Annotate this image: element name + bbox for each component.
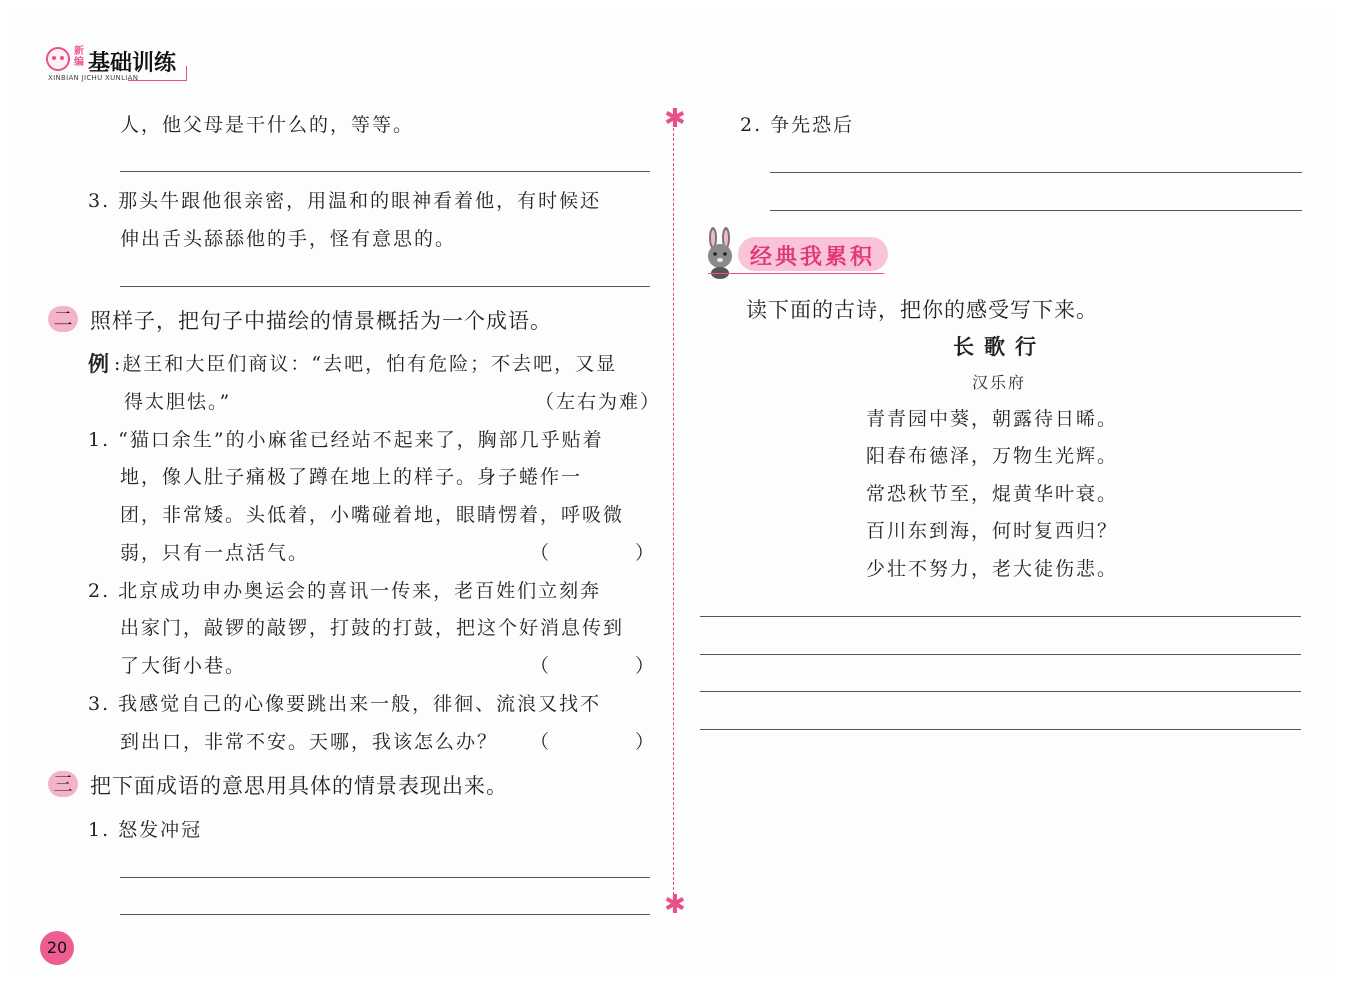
column-divider bbox=[673, 128, 674, 900]
poem-author: 汉乐府 bbox=[972, 373, 1027, 392]
page-background bbox=[14, 14, 1336, 974]
item1-answer-blank[interactable]: （ ） bbox=[530, 542, 657, 564]
item2-idiom: 2. 争先恐后 bbox=[740, 114, 855, 136]
example-line1: :赵王和大臣们商议：“去吧，怕有危险；不去吧，又显 bbox=[114, 353, 618, 375]
answer-line[interactable] bbox=[770, 172, 1302, 173]
example-answer: （左右为难） bbox=[535, 391, 662, 413]
section-3-instruction: 把下面成语的意思用具体的情景表现出来。 bbox=[90, 774, 508, 798]
star-icon: ✱ bbox=[664, 890, 686, 920]
item1-line2: 地，像人肚子痛极了蹲在地上的样子。身子蜷作一 bbox=[120, 466, 583, 488]
section-2-instruction: 照样子，把句子中描绘的情景概括为一个成语。 bbox=[90, 309, 552, 333]
answer-line[interactable] bbox=[120, 877, 650, 878]
item1-line4: 弱，只有一点活气。 bbox=[120, 542, 310, 564]
answer-line[interactable] bbox=[700, 691, 1301, 692]
poem-title: 长歌行 bbox=[953, 335, 1046, 359]
section-badge-2: 二 bbox=[48, 306, 78, 332]
poem-line: 阳春布德泽，万物生光辉。 bbox=[866, 445, 1119, 467]
rabbit-icon bbox=[700, 226, 740, 280]
poem-line: 百川东到海，何时复西归？ bbox=[866, 520, 1119, 542]
answer-line[interactable] bbox=[120, 914, 650, 915]
logo-title: 基础训练 bbox=[88, 51, 177, 76]
example-label: 例 bbox=[88, 352, 109, 376]
item2-line1: 2. 北京成功申办奥运会的喜讯一传来，老百姓们立刻奔 bbox=[88, 580, 602, 602]
answer-line[interactable] bbox=[700, 654, 1301, 655]
answer-line[interactable] bbox=[770, 210, 1302, 211]
item2-answer-blank[interactable]: （ ） bbox=[530, 655, 657, 677]
item3-line1: 3. 我感觉自己的心像要跳出来一般，徘徊、流浪又找不 bbox=[88, 693, 602, 715]
section-title: 经典我累积 bbox=[750, 245, 876, 270]
poem-line: 常恐秋节至，焜黄华叶衰。 bbox=[866, 483, 1119, 505]
logo-face-icon bbox=[46, 47, 70, 71]
logo-pinyin: XINBIAN JICHU XUNLIAN bbox=[48, 74, 139, 82]
item1-line3: 团，非常矮。头低着，小嘴碰着地，眼睛愣着，呼吸微 bbox=[120, 504, 625, 526]
logo-frame bbox=[128, 66, 187, 81]
logo-xinbian: 新编 bbox=[74, 46, 84, 68]
answer-line[interactable] bbox=[120, 171, 650, 172]
item2-line3: 了大街小巷。 bbox=[120, 655, 247, 677]
item3-line2: 到出口，非常不安。天哪，我该怎么办？ bbox=[120, 731, 499, 753]
q3-line1: 3. 那头牛跟他很亲密，用温和的眼神看着他，有时候还 bbox=[88, 190, 602, 212]
item3-answer-blank[interactable]: （ ） bbox=[530, 731, 657, 753]
poem-instruction: 读下面的古诗，把你的感受写下来。 bbox=[746, 298, 1098, 322]
item2-line2: 出家门，敲锣的敲锣，打鼓的打鼓，把这个好消息传到 bbox=[120, 617, 625, 639]
star-icon: ✱ bbox=[664, 104, 686, 134]
answer-line[interactable] bbox=[700, 616, 1301, 617]
poem-line: 青青园中葵，朝露待日晞。 bbox=[866, 408, 1119, 430]
q3-line2: 伸出舌头舔舔他的手，怪有意思的。 bbox=[120, 228, 457, 250]
section-title-underline bbox=[708, 273, 884, 274]
example-line2: 得太胆怯。” bbox=[124, 391, 232, 413]
section-badge-3: 三 bbox=[48, 771, 78, 797]
answer-line[interactable] bbox=[120, 286, 650, 287]
page-number: 20 bbox=[40, 931, 74, 965]
continuation-line: 人，他父母是干什么的，等等。 bbox=[120, 114, 415, 136]
answer-line[interactable] bbox=[700, 729, 1301, 730]
sec3-item1: 1. 怒发冲冠 bbox=[88, 819, 203, 841]
poem-line: 少壮不努力，老大徒伤悲。 bbox=[866, 558, 1119, 580]
item1-line1: 1. “猫口余生”的小麻雀已经站不起来了，胸部几乎贴着 bbox=[88, 429, 604, 451]
